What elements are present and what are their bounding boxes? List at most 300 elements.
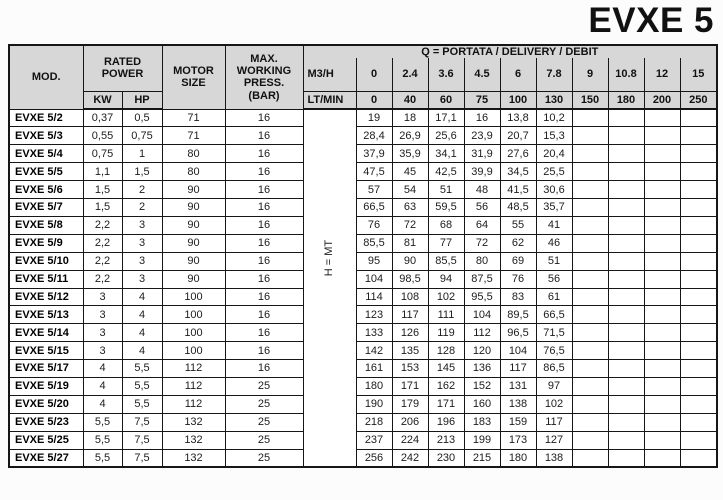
- model-cell: EVXE 5/10: [9, 252, 83, 270]
- head-value-cell: 34,5: [500, 163, 536, 181]
- kw-cell: 5,5: [83, 449, 122, 467]
- head-value-cell: 35,7: [536, 199, 572, 217]
- head-value-cell: 31,9: [464, 145, 500, 163]
- head-value-cell: [644, 127, 680, 145]
- head-value-cell: 180: [356, 377, 392, 395]
- kw-cell: 4: [83, 395, 122, 413]
- hp-cell: 3: [122, 252, 162, 270]
- head-value-cell: [572, 377, 608, 395]
- model-cell: EVXE 5/7: [9, 199, 83, 217]
- kw-cell: 3: [83, 288, 122, 306]
- head-value-cell: [644, 109, 680, 127]
- press-cell: 16: [225, 360, 303, 378]
- press-cell: 25: [225, 413, 303, 431]
- head-value-cell: 128: [428, 342, 464, 360]
- head-value-cell: [680, 288, 717, 306]
- model-cell: EVXE 5/6: [9, 181, 83, 199]
- head-value-cell: 77: [428, 234, 464, 252]
- motor-size-cell: 112: [162, 377, 225, 395]
- hp-cell: 1: [122, 145, 162, 163]
- head-value-cell: 108: [392, 288, 428, 306]
- ltmin-value-cell: 40: [392, 91, 428, 109]
- head-value-cell: 104: [500, 342, 536, 360]
- head-value-cell: 138: [500, 395, 536, 413]
- head-value-cell: [644, 270, 680, 288]
- model-cell: EVXE 5/2: [9, 109, 83, 127]
- head-value-cell: [572, 216, 608, 234]
- press-cell: 16: [225, 216, 303, 234]
- press-cell: 16: [225, 145, 303, 163]
- head-value-cell: 153: [392, 360, 428, 378]
- hp-cell: 5,5: [122, 395, 162, 413]
- hp-cell: 3: [122, 234, 162, 252]
- model-cell: EVXE 5/20: [9, 395, 83, 413]
- kw-cell: 1,5: [83, 199, 122, 217]
- kw-cell: 0,75: [83, 145, 122, 163]
- hp-cell: 4: [122, 342, 162, 360]
- hp-cell: 7,5: [122, 413, 162, 431]
- header-row-top: [9, 45, 717, 58]
- hp-cell: 4: [122, 288, 162, 306]
- head-value-cell: 23,9: [464, 127, 500, 145]
- motor-size-cell: 80: [162, 145, 225, 163]
- head-value-cell: 145: [428, 360, 464, 378]
- table-row: [9, 199, 717, 217]
- head-value-cell: [680, 234, 717, 252]
- head-value-cell: 199: [464, 431, 500, 449]
- head-value-cell: 64: [464, 216, 500, 234]
- head-value-cell: [644, 145, 680, 163]
- ltmin-value-cell: 180: [608, 91, 644, 109]
- head-value-cell: [680, 431, 717, 449]
- kw-cell: 3: [83, 306, 122, 324]
- table-row: [9, 181, 717, 199]
- head-value-cell: 25,5: [536, 163, 572, 181]
- table-row: [9, 216, 717, 234]
- motor-size-cell: 90: [162, 252, 225, 270]
- head-value-cell: [644, 377, 680, 395]
- ltmin-value-cell: 200: [644, 91, 680, 109]
- head-value-cell: [680, 163, 717, 181]
- hp-cell: 4: [122, 306, 162, 324]
- head-value-cell: 72: [392, 216, 428, 234]
- m3h-value-cell: 12: [644, 58, 680, 91]
- head-value-cell: 102: [428, 288, 464, 306]
- kw-cell: 1,1: [83, 163, 122, 181]
- head-value-cell: 120: [464, 342, 500, 360]
- motor-size-cell: 90: [162, 181, 225, 199]
- press-cell: 25: [225, 395, 303, 413]
- head-value-cell: 25,6: [428, 127, 464, 145]
- head-value-cell: [644, 252, 680, 270]
- press-cell: 16: [225, 181, 303, 199]
- model-cell: EVXE 5/12: [9, 288, 83, 306]
- head-value-cell: [644, 306, 680, 324]
- m3h-value-cell: 4.5: [464, 58, 500, 91]
- head-value-cell: 41: [536, 216, 572, 234]
- motor-size-cell: 132: [162, 413, 225, 431]
- hp-cell: 0,5: [122, 109, 162, 127]
- head-value-cell: 68: [428, 216, 464, 234]
- head-value-cell: 159: [500, 413, 536, 431]
- kw-cell: 1,5: [83, 181, 122, 199]
- head-value-cell: [572, 109, 608, 127]
- press-cell: 16: [225, 127, 303, 145]
- head-value-cell: [680, 360, 717, 378]
- head-value-cell: 256: [356, 449, 392, 467]
- hp-cell: 0,75: [122, 127, 162, 145]
- head-value-cell: 17,1: [428, 109, 464, 127]
- head-value-cell: 87,5: [464, 270, 500, 288]
- head-value-cell: 62: [500, 234, 536, 252]
- table-row: [9, 360, 717, 378]
- head-unit-cell: [303, 109, 356, 467]
- head-value-cell: 59,5: [428, 199, 464, 217]
- head-value-cell: 104: [356, 270, 392, 288]
- head-value-cell: [608, 270, 644, 288]
- kw-label: KW: [83, 91, 122, 109]
- head-value-cell: [680, 342, 717, 360]
- motor-size-cell: 71: [162, 127, 225, 145]
- head-value-cell: 171: [428, 395, 464, 413]
- head-value-cell: [572, 342, 608, 360]
- model-cell: EVXE 5/15: [9, 342, 83, 360]
- table-body: [9, 109, 717, 467]
- head-value-cell: 57: [356, 181, 392, 199]
- head-value-cell: 76: [356, 216, 392, 234]
- head-value-cell: [680, 216, 717, 234]
- head-value-cell: 161: [356, 360, 392, 378]
- kw-cell: 0,37: [83, 109, 122, 127]
- col-header-motor-size: MOTOR SIZE: [162, 45, 225, 109]
- motor-size-cell: 71: [162, 109, 225, 127]
- model-cell: EVXE 5/14: [9, 324, 83, 342]
- head-value-cell: 34,1: [428, 145, 464, 163]
- head-value-cell: 114: [356, 288, 392, 306]
- m3h-value-cell: 9: [572, 58, 608, 91]
- ltmin-value-cell: 75: [464, 91, 500, 109]
- head-value-cell: 15,3: [536, 127, 572, 145]
- table-row: [9, 145, 717, 163]
- head-value-cell: [608, 109, 644, 127]
- col-header-mod: MOD.: [9, 45, 83, 109]
- ltmin-value-cell: 250: [680, 91, 717, 109]
- hp-cell: 2: [122, 181, 162, 199]
- press-cell: 16: [225, 270, 303, 288]
- kw-cell: 2,2: [83, 252, 122, 270]
- hp-cell: 7,5: [122, 431, 162, 449]
- head-value-cell: [608, 163, 644, 181]
- press-cell: 16: [225, 324, 303, 342]
- head-value-cell: 131: [500, 377, 536, 395]
- m3h-value-cell: 7.8: [536, 58, 572, 91]
- table-row: [9, 431, 717, 449]
- motor-size-cell: 80: [162, 163, 225, 181]
- head-value-cell: [680, 413, 717, 431]
- head-value-cell: [608, 413, 644, 431]
- model-cell: EVXE 5/3: [9, 127, 83, 145]
- press-cell: 16: [225, 199, 303, 217]
- table-row: [9, 270, 717, 288]
- head-value-cell: 63: [392, 199, 428, 217]
- head-value-cell: 162: [428, 377, 464, 395]
- kw-cell: 0,55: [83, 127, 122, 145]
- col-header-rated-power: RATED POWER: [83, 45, 162, 91]
- m3h-value-cell: 10.8: [608, 58, 644, 91]
- motor-size-cell: 100: [162, 324, 225, 342]
- head-value-cell: [572, 145, 608, 163]
- model-cell: EVXE 5/11: [9, 270, 83, 288]
- motor-size-cell: 90: [162, 216, 225, 234]
- m3h-value-cell: 6: [500, 58, 536, 91]
- head-value-cell: [680, 145, 717, 163]
- head-value-cell: 61: [536, 288, 572, 306]
- m3h-label: M3/H: [303, 58, 356, 91]
- kw-cell: 3: [83, 324, 122, 342]
- head-value-cell: 86,5: [536, 360, 572, 378]
- head-value-cell: 76: [500, 270, 536, 288]
- press-cell: 25: [225, 377, 303, 395]
- head-value-cell: 98,5: [392, 270, 428, 288]
- head-value-cell: [680, 270, 717, 288]
- head-value-cell: [680, 449, 717, 467]
- head-value-cell: 28,4: [356, 127, 392, 145]
- head-value-cell: [572, 413, 608, 431]
- motor-size-cell: 90: [162, 199, 225, 217]
- head-value-cell: [680, 181, 717, 199]
- head-value-cell: 102: [536, 395, 572, 413]
- model-cell: EVXE 5/27: [9, 449, 83, 467]
- head-value-cell: 46: [536, 234, 572, 252]
- head-value-cell: 30,6: [536, 181, 572, 199]
- press-unit-label: (BAR): [248, 89, 280, 102]
- hp-cell: 3: [122, 216, 162, 234]
- table-row: [9, 288, 717, 306]
- head-value-cell: 136: [464, 360, 500, 378]
- head-value-cell: 94: [428, 270, 464, 288]
- motor-size-cell: 100: [162, 288, 225, 306]
- head-value-cell: [608, 306, 644, 324]
- head-value-cell: [644, 431, 680, 449]
- head-value-cell: 242: [392, 449, 428, 467]
- head-value-cell: 27,6: [500, 145, 536, 163]
- head-value-cell: 18: [392, 109, 428, 127]
- head-value-cell: [572, 270, 608, 288]
- head-value-cell: [680, 127, 717, 145]
- head-value-cell: 90: [392, 252, 428, 270]
- ltmin-label: LT/MIN: [303, 91, 356, 109]
- model-cell: EVXE 5/8: [9, 216, 83, 234]
- head-value-cell: [572, 163, 608, 181]
- model-cell: EVXE 5/19: [9, 377, 83, 395]
- table-row: [9, 163, 717, 181]
- head-value-cell: 41,5: [500, 181, 536, 199]
- head-value-cell: 48,5: [500, 199, 536, 217]
- hp-cell: 7,5: [122, 449, 162, 467]
- head-value-cell: 19: [356, 109, 392, 127]
- head-value-cell: 85,5: [356, 234, 392, 252]
- head-value-cell: 138: [536, 449, 572, 467]
- model-cell: EVXE 5/5: [9, 163, 83, 181]
- press-cell: 16: [225, 234, 303, 252]
- head-value-cell: 56: [536, 270, 572, 288]
- head-value-cell: 39,9: [464, 163, 500, 181]
- kw-cell: 2,2: [83, 216, 122, 234]
- head-value-cell: 54: [392, 181, 428, 199]
- head-value-cell: [572, 288, 608, 306]
- head-value-cell: 13,8: [500, 109, 536, 127]
- head-value-cell: [608, 216, 644, 234]
- head-value-cell: 104: [464, 306, 500, 324]
- press-cell: 16: [225, 288, 303, 306]
- head-value-cell: [644, 163, 680, 181]
- head-value-cell: [572, 127, 608, 145]
- table-row: [9, 377, 717, 395]
- head-value-cell: 180: [500, 449, 536, 467]
- head-value-cell: 26,9: [392, 127, 428, 145]
- ltmin-value-cell: 60: [428, 91, 464, 109]
- head-value-cell: 190: [356, 395, 392, 413]
- delivery-header: Q = PORTATA / DELIVERY / DEBIT: [303, 45, 717, 58]
- ltmin-value-cell: 100: [500, 91, 536, 109]
- table-row: [9, 395, 717, 413]
- hp-cell: 4: [122, 324, 162, 342]
- table-row: [9, 252, 717, 270]
- col-header-max-press: [225, 45, 303, 109]
- head-value-cell: 171: [392, 377, 428, 395]
- head-value-cell: 213: [428, 431, 464, 449]
- head-value-cell: 224: [392, 431, 428, 449]
- head-value-cell: [608, 342, 644, 360]
- hp-cell: 1,5: [122, 163, 162, 181]
- head-value-cell: 127: [536, 431, 572, 449]
- kw-cell: 2,2: [83, 234, 122, 252]
- head-value-cell: [608, 199, 644, 217]
- motor-size-cell: 132: [162, 431, 225, 449]
- press-cell: 16: [225, 252, 303, 270]
- table-row: [9, 449, 717, 467]
- head-value-cell: [644, 395, 680, 413]
- head-value-cell: [572, 306, 608, 324]
- head-value-cell: 97: [536, 377, 572, 395]
- head-value-cell: 152: [464, 377, 500, 395]
- head-value-cell: [608, 360, 644, 378]
- m3h-value-cell: 2.4: [392, 58, 428, 91]
- head-value-cell: [644, 360, 680, 378]
- head-value-cell: 47,5: [356, 163, 392, 181]
- hp-cell: 5,5: [122, 360, 162, 378]
- head-value-cell: 183: [464, 413, 500, 431]
- ltmin-value-cell: 130: [536, 91, 572, 109]
- head-value-cell: 123: [356, 306, 392, 324]
- head-value-cell: 96,5: [500, 324, 536, 342]
- head-value-cell: 196: [428, 413, 464, 431]
- head-value-cell: [608, 377, 644, 395]
- head-value-cell: 112: [464, 324, 500, 342]
- kw-cell: 4: [83, 377, 122, 395]
- head-value-cell: 85,5: [428, 252, 464, 270]
- head-value-cell: 71,5: [536, 324, 572, 342]
- head-value-cell: [572, 360, 608, 378]
- model-cell: EVXE 5/9: [9, 234, 83, 252]
- head-value-cell: 117: [536, 413, 572, 431]
- head-value-cell: 35,9: [392, 145, 428, 163]
- press-cell: 16: [225, 306, 303, 324]
- head-value-cell: [608, 431, 644, 449]
- hp-cell: 5,5: [122, 377, 162, 395]
- head-value-cell: [644, 288, 680, 306]
- header-row-ltmin: [9, 91, 717, 109]
- head-value-cell: [572, 252, 608, 270]
- head-value-cell: 72: [464, 234, 500, 252]
- kw-cell: 5,5: [83, 431, 122, 449]
- m3h-value-cell: 0: [356, 58, 392, 91]
- head-value-cell: 179: [392, 395, 428, 413]
- head-value-cell: 45: [392, 163, 428, 181]
- motor-size-cell: 112: [162, 360, 225, 378]
- head-value-cell: [572, 395, 608, 413]
- head-value-cell: [572, 324, 608, 342]
- head-value-cell: 66,5: [536, 306, 572, 324]
- motor-size-cell: 132: [162, 449, 225, 467]
- head-value-cell: 206: [392, 413, 428, 431]
- head-value-cell: [644, 216, 680, 234]
- head-value-cell: [680, 395, 717, 413]
- head-value-cell: 111: [428, 306, 464, 324]
- table-row: [9, 306, 717, 324]
- head-value-cell: 16: [464, 109, 500, 127]
- head-value-cell: [680, 377, 717, 395]
- ltmin-value-cell: 0: [356, 91, 392, 109]
- head-value-cell: 117: [500, 360, 536, 378]
- hp-label: HP: [122, 91, 162, 109]
- head-value-cell: [608, 145, 644, 163]
- press-cell: 16: [225, 163, 303, 181]
- motor-size-cell: 90: [162, 234, 225, 252]
- kw-cell: 4: [83, 360, 122, 378]
- table-row: [9, 413, 717, 431]
- head-value-cell: 95: [356, 252, 392, 270]
- hp-cell: 2: [122, 199, 162, 217]
- head-value-cell: 173: [500, 431, 536, 449]
- max-press-label: MAX. WORKING PRESS.: [236, 52, 292, 89]
- head-value-cell: [608, 395, 644, 413]
- pump-spec-table: [8, 44, 718, 468]
- table-row: [9, 109, 717, 127]
- head-value-cell: 10,2: [536, 109, 572, 127]
- press-cell: 16: [225, 342, 303, 360]
- head-value-cell: 69: [500, 252, 536, 270]
- head-value-cell: [608, 449, 644, 467]
- head-value-cell: 215: [464, 449, 500, 467]
- head-value-cell: 89,5: [500, 306, 536, 324]
- head-value-cell: [608, 288, 644, 306]
- head-value-cell: 66,5: [356, 199, 392, 217]
- head-value-cell: 135: [392, 342, 428, 360]
- table-row: [9, 342, 717, 360]
- head-value-cell: 56: [464, 199, 500, 217]
- head-value-cell: 80: [464, 252, 500, 270]
- head-value-cell: 51: [428, 181, 464, 199]
- head-value-cell: [644, 342, 680, 360]
- press-cell: 16: [225, 109, 303, 127]
- head-value-cell: 42,5: [428, 163, 464, 181]
- head-value-cell: [644, 199, 680, 217]
- press-cell: 25: [225, 449, 303, 467]
- head-value-cell: 142: [356, 342, 392, 360]
- head-value-cell: 126: [392, 324, 428, 342]
- head-value-cell: 117: [392, 306, 428, 324]
